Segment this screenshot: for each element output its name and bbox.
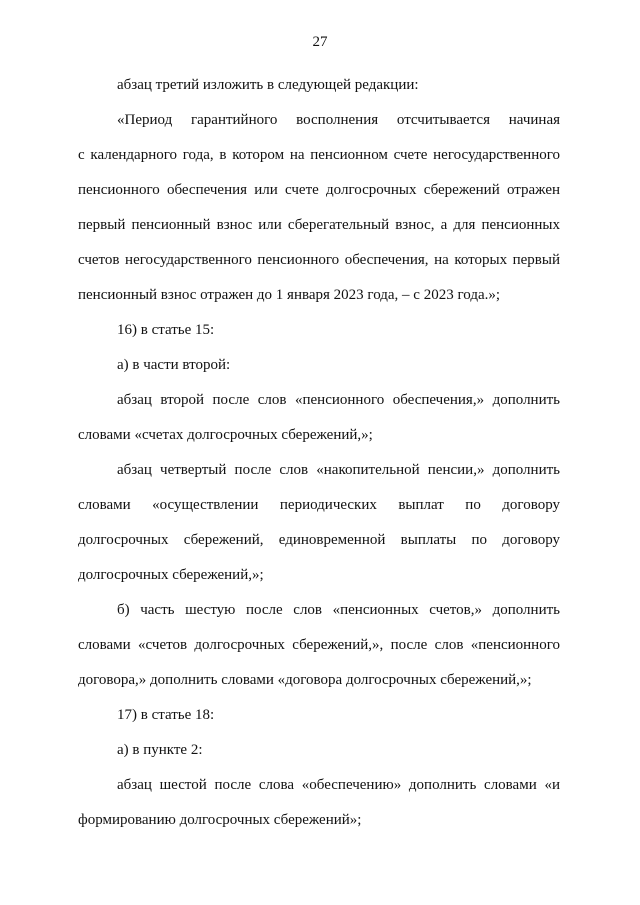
document-body <box>78 68 560 838</box>
text-line: 17) в статье 18: <box>117 707 215 723</box>
text-line: пенсионного обеспечения или счете долгосрочных сбережений отражен <box>78 182 560 198</box>
text-line: а) в части второй: <box>117 357 231 373</box>
text-line: пенсионный взнос отражен до 1 января 2023 года, – с 2023 года.»; <box>78 287 501 303</box>
text-line: б) часть шестую после слов «пенсионных счетов,» дополнить <box>117 602 560 618</box>
text-line: формированию долгосрочных сбережений»; <box>78 812 362 828</box>
text-line: абзац четвертый после слов «накопительной пенсии,» дополнить <box>117 462 560 478</box>
text-line: словами «осуществлении периодических выплат по договору <box>78 497 560 513</box>
text-line: долгосрочных сбережений,»; <box>78 567 264 583</box>
text-line: «Период гарантийного восполнения отсчитывается начиная <box>117 112 560 128</box>
text-line: счетов негосударственного пенсионного обеспечения, на которых первый <box>78 252 560 268</box>
text-line: словами «счетах долгосрочных сбережений,»; <box>78 427 373 443</box>
text-line: договора,» дополнить словами «договора долгосрочных сбережений,»; <box>78 672 532 688</box>
text-line: с календарного года, в котором на пенсионном счете негосударственного <box>78 147 560 163</box>
text-line: первый пенсионный взнос или сберегательный взнос, а для пенсионных <box>78 217 560 233</box>
text-line: абзац шестой после слова «обеспечению» дополнить словами «и <box>117 777 560 793</box>
text-line: а) в пункте 2: <box>117 742 203 758</box>
text-line: долгосрочных сбережений, единовременной выплаты по договору <box>78 532 560 548</box>
text-line: абзац второй после слов «пенсионного обеспечения,» дополнить <box>117 392 560 408</box>
text-line: абзац третий изложить в следующей редакции: <box>117 77 419 93</box>
text-line: словами «счетов долгосрочных сбережений,», после слов «пенсионного <box>78 637 560 653</box>
page-number: 27 <box>312 34 328 50</box>
text-line: 16) в статье 15: <box>117 322 215 338</box>
